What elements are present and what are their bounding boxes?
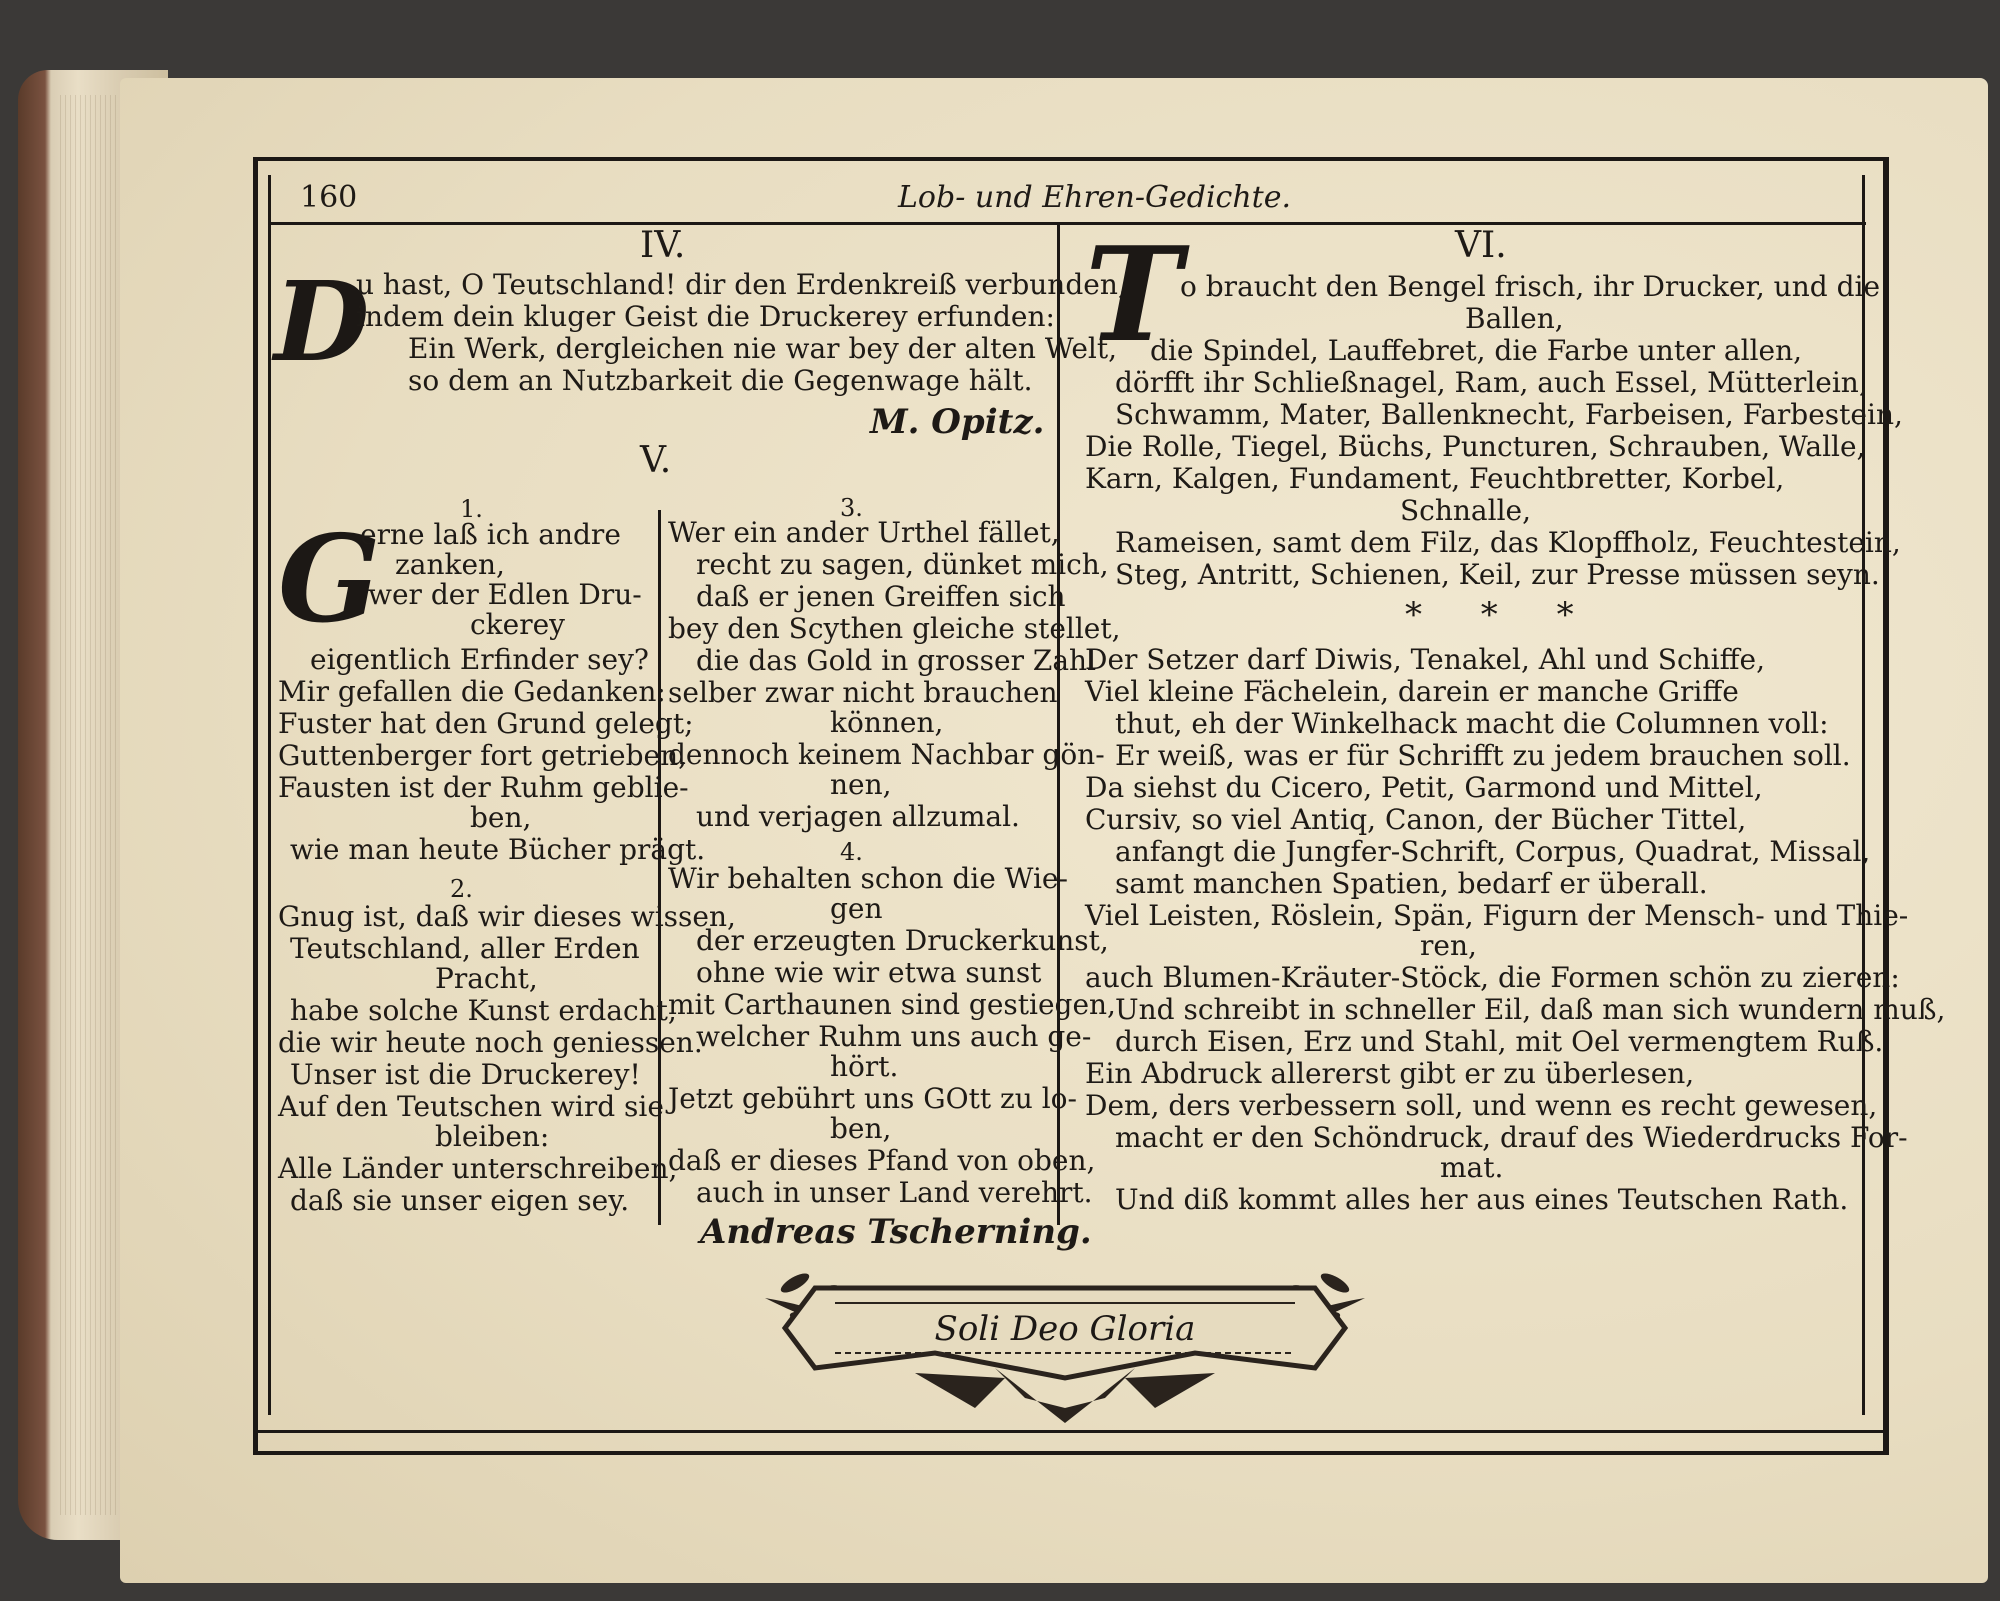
- stanza-line: hört.: [830, 1050, 899, 1083]
- stanza-line: daß sie unser eigen sey.: [290, 1184, 630, 1217]
- frame-bottom-rule: [253, 1430, 1884, 1433]
- section-vi-line: dörfft ihr Schließnagel, Ram, auch Essel, Mütterlein,: [1115, 366, 1868, 399]
- stanza-line: daß er jenen Greiffen sich: [696, 580, 1066, 613]
- stanza-line: nen,: [830, 768, 892, 801]
- stanza-line: Fausten ist der Ruhm geblie-: [278, 771, 689, 804]
- stanza-line: dennoch keinem Nachbar gön-: [668, 738, 1105, 771]
- stanza-number: 2.: [450, 875, 473, 903]
- section-vi-line: samt manchen Spatien, bedarf er überall.: [1115, 867, 1708, 900]
- stanza-line: Wer ein ander Urthel fället,: [668, 516, 1060, 549]
- section-vi-line: Ballen,: [1465, 302, 1564, 335]
- stanza-line: Guttenberger fort getrieben,: [278, 739, 688, 772]
- stanza-line: habe solche Kunst erdacht,: [290, 994, 677, 1027]
- section-iv-line: indem dein kluger Geist die Druckerey erfunden:: [356, 300, 1055, 333]
- stanza-line: Pracht,: [435, 962, 538, 995]
- section-vi-numeral: VI.: [1455, 225, 1507, 266]
- section-iv-numeral: IV.: [640, 225, 686, 266]
- column-divider: [1057, 225, 1060, 1225]
- section-vi-line: Er weiß, was er für Schrifft zu jedem brauchen soll.: [1115, 739, 1851, 772]
- stanza-line: bey den Scythen gleiche stellet,: [668, 612, 1121, 645]
- author-opitz: M. Opitz.: [870, 402, 1045, 442]
- stanza-line: Unser ist die Druckerey!: [290, 1058, 641, 1091]
- stanza-number: 4.: [840, 838, 863, 866]
- stanza-line: wie man heute Bücher prägt.: [290, 833, 706, 866]
- section-iv-line: u hast, O Teutschland! dir den Erdenkreiß verbunden,: [356, 268, 1127, 301]
- drop-cap-t: T: [1085, 218, 1182, 371]
- page-number: 160: [300, 180, 358, 215]
- stanza-line: auch in unser Land verehrt.: [696, 1176, 1093, 1209]
- stanza-line: Wir behalten schon die Wie-: [668, 862, 1068, 895]
- frame-inner-right-rule: [1862, 175, 1865, 1415]
- stanza-line: wer der Edlen Dru-: [368, 578, 642, 611]
- section-vi-line: macht er den Schöndruck, drauf des Wiederdrucks For-: [1115, 1121, 1908, 1154]
- section-vi-line: Steg, Antritt, Schienen, Keil, zur Presse müssen seyn.: [1115, 558, 1880, 591]
- stanza-line: Mir gefallen die Gedanken:: [278, 675, 666, 708]
- drop-cap-g: G: [278, 509, 381, 650]
- stanza-line: Auf den Teutschen wird sie: [278, 1090, 664, 1123]
- section-vi-line: Da siehst du Cicero, Petit, Garmond und Mittel,: [1085, 771, 1763, 804]
- section-vi-line: thut, eh der Winkelhack macht die Columnen voll:: [1115, 707, 1829, 740]
- stanza-line: recht zu sagen, dünket mich,: [696, 548, 1109, 581]
- section-vi-line: Viel kleine Fächelein, darein er manche Griffe: [1085, 675, 1739, 708]
- stanza-line: eigentlich Erfinder sey?: [310, 643, 649, 676]
- stanza-line: bleiben:: [435, 1120, 550, 1153]
- section-vi-line: Der Setzer darf Diwis, Tenakel, Ahl und Schiffe,: [1085, 643, 1765, 676]
- section-vi-line: Viel Leisten, Röslein, Spän, Figurn der Mensch- und Thie-: [1085, 899, 1909, 932]
- stanza-line: ben,: [470, 801, 532, 834]
- section-iv-line: Ein Werk, dergleichen nie war bey der alten Welt,: [408, 332, 1118, 365]
- section-vi-line: Ein Abdruck allererst gibt er zu überlesen,: [1085, 1057, 1695, 1090]
- section-vi-line: Schnalle,: [1400, 494, 1532, 527]
- frame-inner-left-rule: [268, 175, 271, 1415]
- stanza-line: erne laß ich andre: [360, 518, 621, 551]
- stanza-line: ben,: [830, 1112, 892, 1145]
- section-vi-line: Die Rolle, Tiegel, Büchs, Puncturen, Schrauben, Walle,: [1085, 430, 1866, 463]
- section-vi-line: Cursiv, so viel Antiq, Canon, der Bücher Tittel,: [1085, 803, 1747, 836]
- section-vi-line: Und diß kommt alles her aus eines Teutschen Rath.: [1115, 1183, 1849, 1216]
- stanza-line: welcher Ruhm uns auch ge-: [696, 1020, 1092, 1053]
- section-vi-line: Dem, ders verbessern soll, und wenn es recht gewesen,: [1085, 1089, 1878, 1122]
- stanza-line: und verjagen allzumal.: [696, 800, 1020, 833]
- header-rule: [270, 222, 1866, 225]
- stanza-line: Fuster hat den Grund gelegt;: [278, 707, 694, 740]
- section-vi-line: Karn, Kalgen, Fundament, Feuchtbretter, Korbel,: [1085, 462, 1785, 495]
- stanza-number: 1.: [460, 495, 483, 523]
- stanza-line: daß er dieses Pfand von oben,: [668, 1144, 1096, 1177]
- section-vi-line: ren,: [1420, 929, 1477, 962]
- stanza-line: Gnug ist, daß wir dieses wissen,: [278, 900, 736, 933]
- stanza-line: die wir heute noch geniessen.: [278, 1026, 703, 1059]
- banner-text: Soli Deo Gloria: [934, 1309, 1196, 1349]
- section-vi-line: Und schreibt in schneller Eil, daß man sich wundern muß,: [1115, 993, 1946, 1026]
- section-vi-line: o braucht den Bengel frisch, ihr Drucker, und die: [1180, 270, 1881, 303]
- stanza-line: Alle Länder unterschreiben,: [278, 1152, 678, 1185]
- stanza-line: Jetzt gebührt uns GOtt zu lo-: [668, 1082, 1077, 1115]
- section-vi-line: anfangt die Jungfer-Schrift, Corpus, Quadrat, Missal,: [1115, 835, 1871, 868]
- section-vi-line: die Spindel, Lauffebret, die Farbe unter allen,: [1150, 334, 1803, 367]
- stanza-number: 3.: [840, 494, 863, 522]
- stanza-line: selber zwar nicht brauchen: [668, 676, 1058, 709]
- stanza-line: mit Carthaunen sind gestiegen,: [668, 988, 1116, 1021]
- section-vi-line: auch Blumen-Kräuter-Stöck, die Formen schön zu zieren:: [1085, 961, 1900, 994]
- section-vi-line: durch Eisen, Erz und Stahl, mit Oel vermengtem Ruß.: [1115, 1025, 1884, 1058]
- stanza-line: zanken,: [395, 548, 505, 581]
- stanza-line: gen: [830, 892, 883, 925]
- section-vi-line: Rameisen, samt dem Filz, das Klopffholz, Feuchtestein,: [1115, 526, 1901, 559]
- running-head: Lob- und Ehren-Gedichte.: [898, 180, 1292, 215]
- section-vi-line: mat.: [1440, 1151, 1504, 1184]
- stanza-line: ckerey: [470, 608, 565, 641]
- stanza-line: der erzeugten Druckerkunst,: [696, 924, 1109, 957]
- section-vi-line: Schwamm, Mater, Ballenknecht, Farbeisen, Farbestein,: [1115, 398, 1903, 431]
- author-tscherning: Andreas Tscherning.: [700, 1212, 1092, 1252]
- drop-cap-d: D: [274, 257, 370, 386]
- asterism-divider: * * *: [1405, 595, 1598, 635]
- stanza-line: ohne wie wir etwa sunst: [696, 956, 1042, 989]
- stanza-line: die das Gold in grosser Zahl: [696, 644, 1097, 677]
- stanza-line: Teutschland, aller Erden: [290, 932, 640, 965]
- section-v-numeral: V.: [640, 440, 672, 481]
- stanza-line: können,: [830, 706, 944, 739]
- ribbon-banner-vignette: [745, 1258, 1385, 1428]
- section-iv-line: so dem an Nutzbarkeit die Gegenwage hält.: [408, 364, 1033, 397]
